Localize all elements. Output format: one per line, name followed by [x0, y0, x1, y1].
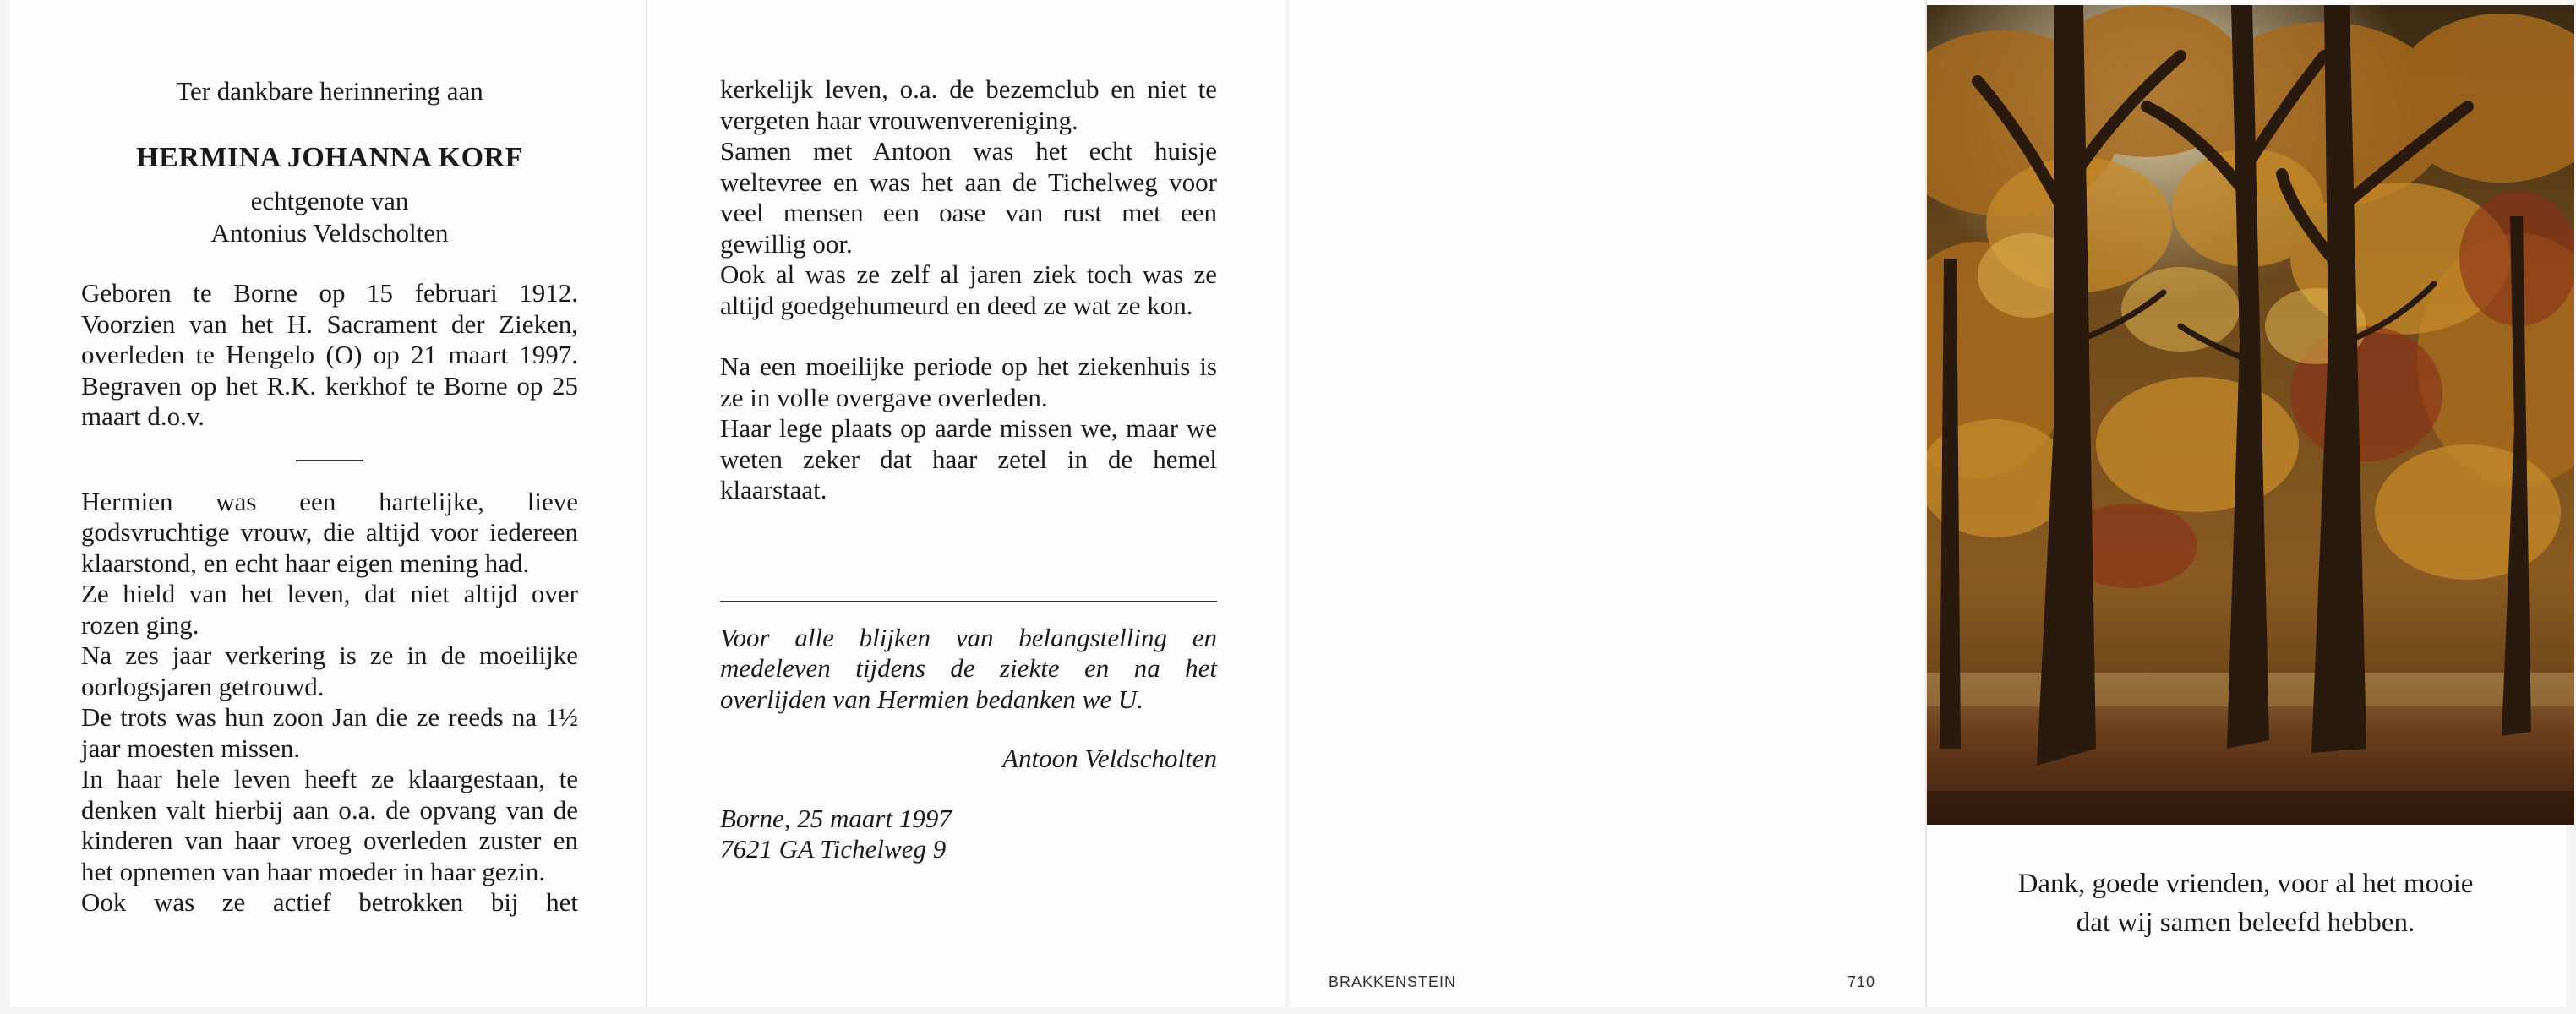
life-facts: Geboren te Borne op 15 februari 1912. Voorzien van het H. Sacrament der Zieken, overleden te Hengelo (O) op 21 maart 1997. Begraven op het R.K. kerkhof te Borne op 25 maart d.o.v. [81, 278, 578, 431]
caption-line: dat wij samen beleefd hebben. [2076, 908, 2415, 938]
card-fold-line [646, 0, 647, 1007]
bio-paragraph: Ook was ze actief betrokken bij het [81, 887, 578, 917]
thank-you-caption [1929, 864, 2562, 942]
autumn-forest-photo [1927, 5, 2574, 825]
bio-paragraph: De trots was hun zoon Jan die ze reeds na 1½ jaar moesten missen. [81, 702, 578, 763]
memorial-column-left [81, 76, 578, 919]
bio-paragraph: In haar hele leven heeft ze klaargestaan, te denken valt hierbij aan o.a. de opvang van de kinderen van haar vroeg overleden zuster en het opnemen van haar moeder in haar gezin. [81, 764, 578, 886]
closing-paragraph: Haar lege plaats op aarde missen we, maar we weten zeker dat haar zetel in de hemel klaarstaat. [720, 413, 1217, 504]
address: 7621 GA Tichelweg 9 [720, 834, 947, 864]
card-code: 710 [1847, 973, 1876, 990]
divider [296, 460, 363, 461]
bio-continued: Ook al was ze zelf al jaren ziek toch was ze altijd goedgehumeurd en deed ze wat ze kon. [720, 259, 1217, 320]
thanks-text: Voor alle blijken van belangstelling en medeleven tijdens de ziekte en na het overlijden van Hermien bedanken we U. [720, 622, 1217, 714]
place-date: Borne, 25 maart 1997 [720, 803, 952, 833]
bio-continued: kerkelijk leven, o.a. de bezemclub en niet te vergeten haar vrouwenvereniging. [720, 74, 1217, 135]
spouse-name: Antonius Veldscholten [210, 218, 449, 248]
printer-name: BRAKKENSTEIN [1329, 973, 1457, 990]
spouse-label: echtgenote van [250, 186, 409, 215]
deceased-name: HERMINA JOHANNA KORF [136, 141, 523, 173]
signature: Antoon Veldscholten [1002, 744, 1217, 773]
divider [720, 601, 1217, 602]
bio-paragraph: Na zes jaar verkering is ze in de moeilijke oorlogsjaren getrouwd. [81, 641, 578, 701]
bio-paragraph: Hermien was een hartelijke, lieve godsvruchtige vrouw, die altijd voor iedereen klaarstond, en echt haar eigen mening had. [81, 486, 578, 578]
bio-paragraph: Ze hield van het leven, dat niet altijd over rozen ging. [81, 579, 578, 640]
bio-continued: Samen met Antoon was het echt huisje weltevree en was het aan de Tichelweg voor veel mensen een oase van rust met een gewillig oor. [720, 136, 1217, 259]
intro-text: Ter dankbare herinnering aan [176, 76, 483, 106]
spouse-block [81, 185, 578, 249]
closing-paragraph: Na een moeilijke periode op het ziekenhuis is ze in volle overgave overleden. [720, 352, 1217, 412]
caption-line: Dank, goede vrienden, voor al het mooie [2017, 869, 2474, 899]
memorial-column-middle [720, 74, 1217, 865]
